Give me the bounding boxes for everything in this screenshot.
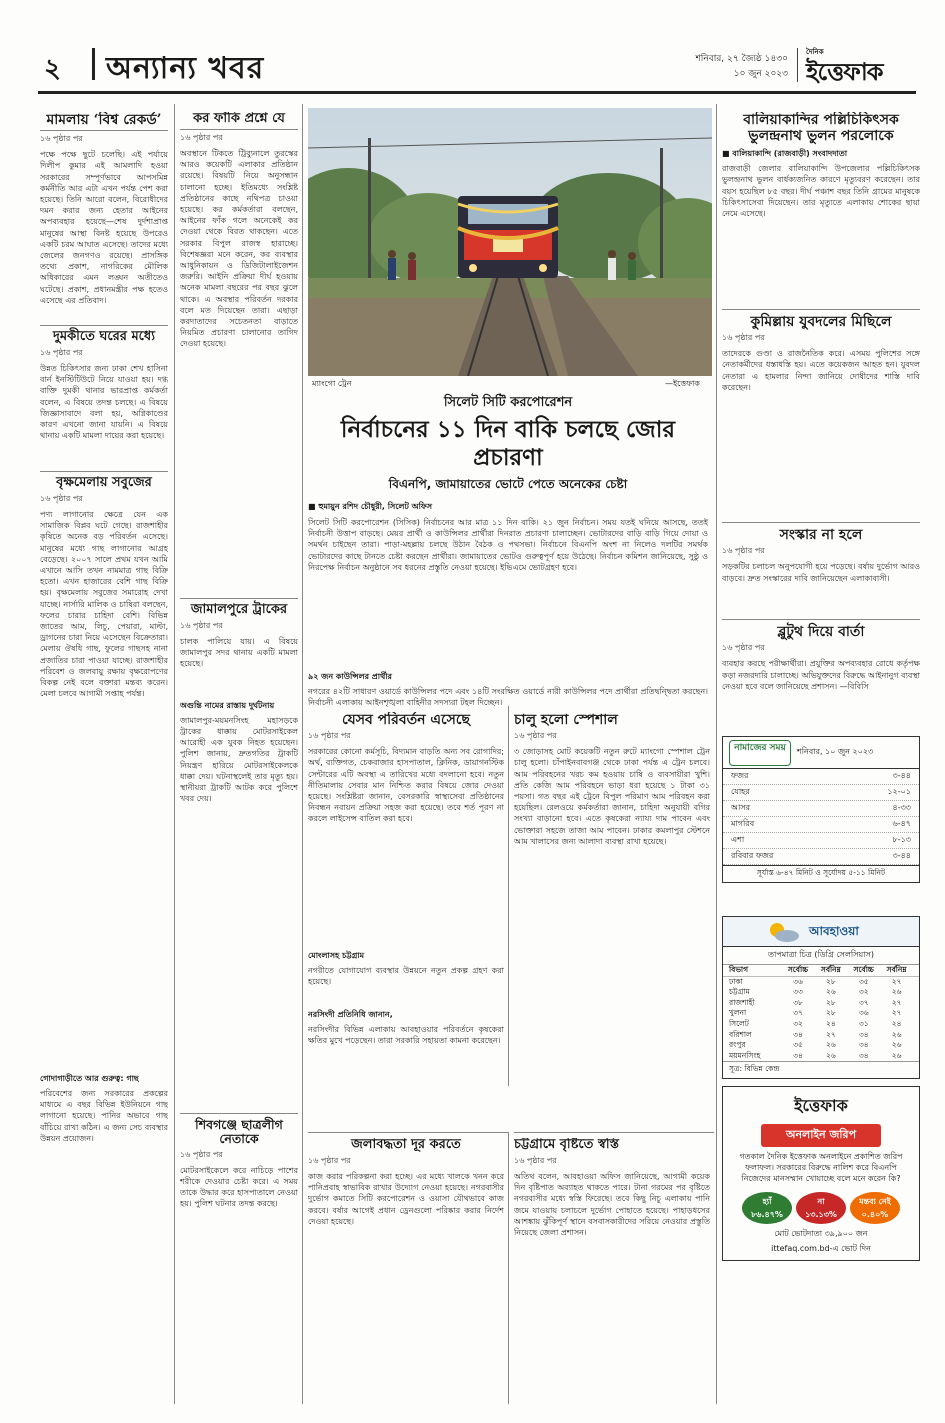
continued-label: ১৬ পৃষ্ঠার পর: [514, 1155, 557, 1165]
weather-cell: ৩৪: [858, 1029, 869, 1039]
rain-story: [514, 1138, 710, 1404]
date-block: [695, 52, 788, 82]
prayer-name: মাগরিব: [731, 819, 755, 828]
continued-label: ১৬ পৃষ্ঠার পর: [308, 1155, 351, 1165]
weather-cell: ৩৪: [793, 1029, 803, 1039]
weather-header-cell: সর্বনিম্ন: [820, 965, 841, 974]
column-rule: [508, 1132, 509, 1404]
date-bangla: শনিবার, ২৭ জ্যৈষ্ঠ ১৪৩০: [695, 54, 788, 64]
weather-cell: ৩৪: [793, 1050, 803, 1060]
section-title: অন্যান্য খবর: [106, 51, 265, 86]
prayer-name: যোহর: [731, 787, 750, 796]
election-byline: ■ হুমায়ুন রশিদ চৌধুরী, সিলেট অফিস: [308, 502, 432, 511]
article-body: সিলেট সিটি করপোরেশন (সিসিক) নির্বাচনের আর মাত্র ১১ দিন বাকি। ২১ জুন নির্বাচন। সময় যতই ঘনিয়ে আসছে, ততই নির্বাচনী উত্তাপ বাড়ছে। মেয়র প্রার্থী ও কাউন্সিলর প্রার্থীরা দিনরাত প্রচারণা চালাচ্ছেন। ভোটারদের বাড়ি বাড়ি গিয়ে দোয়া ও সমর্থন চাইছেন তারা। পাড়া-মহল্লায় চলছে উঠান বৈঠক ও পথসভা। নির্বাচনে বিএনপি অংশ না নিলেও দলটির সমর্থক ভোটারদের কাছে টানতে চেষ্টা করছেন প্রার্থীরা। জামায়াতের ভোটও গুরুত্বপূর্ণ হয়ে উঠেছে। নির্বাচন কমিশন জানিয়েছে, সুষ্ঠু ও নিরপেক্ষ নির্বাচন অনুষ্ঠানে সব ধরনের প্রস্তুতি নেওয়া হয়েছে। ইভিএমে ভোটগ্রহণ হবে।: [308, 518, 708, 572]
masthead: [38, 38, 916, 94]
changes-story: [308, 712, 504, 1132]
weather-title: আবহাওয়া: [809, 924, 859, 938]
poll-site[interactable]: ittefaq.com.bd-এ ভোট দিন: [771, 1244, 871, 1253]
poll-total: মোট ভোটদাতা ৩৯,৯০০ জন: [774, 1229, 868, 1238]
date-separator: [797, 48, 798, 82]
column-rule: [716, 104, 717, 1404]
election-story: [308, 393, 708, 746]
weather-cell: ২৭: [891, 997, 902, 1007]
continued-label: ১৬ পৃষ্ঠার পর: [722, 643, 765, 653]
poll-logo: ইত্তেফাক: [794, 1096, 848, 1115]
weather-cell: খুলনা: [729, 1008, 747, 1018]
weather-cell: ২৭: [891, 976, 902, 986]
column-2: [180, 112, 298, 1404]
poll-option-value: ১৩.১৩%: [805, 1210, 837, 1219]
continued-label: ১৬ পৃষ্ঠার পর: [514, 731, 557, 741]
article-body: অবস্থানে টিকতে ট্রিব্যুনালে তুরস্কের আরও কয়েকটি এলাকার প্রতিষ্ঠান রয়েছে। বিষয়টি নিয়ে অনুসন্ধান চালানো হচ্ছে। ইতিমধ্যে সংশ্লিষ্ট প্রতিষ্ঠানের কাছে নথিপত্র চাওয়া হয়েছে। কর কর্মকর্তারা বলছেন, আইনের ফাঁক গলে অনেকেই কর দেওয়া থেকে বিরত থাকছেন। এতে সরকার বিপুল রাজস্ব হারাচ্ছে। বিশেষজ্ঞরা মনে করেন, কর ব্যবস্থার আধুনিকায়ন ও ডিজিটালাইজেশন জরুরি। আইনি প্রক্রিয়া দীর্ঘ হওয়ায় অনেক মামলা বছরের পর বছর ঝুলে থাকে। এ অবস্থার পরিবর্তন দরকার বলে মত দিয়েছেন তারা। এছাড়া করদাতাদের সচেতনতা বাড়াতে নিয়মিত প্রচারণা চালানোর তাগিদ দেওয়া হয়েছে।: [180, 148, 298, 349]
weather-cell: ৩২: [793, 1018, 803, 1028]
subheading: ৯২ জন কাউন্সিলর প্রার্থীর: [308, 672, 392, 681]
article-body: ৩ জোড়াসহ মোট কয়েকটি নতুন রুটে ম্যাংগো স্পেশাল ট্রেন চালু হলো। চাঁপাইনবাবগঞ্জ থেকে ঢাকা পর্যন্ত এ ট্রেন চলবে। আম পরিবহনের খরচ কম হওয়ায় চাষি ও ব্যবসায়ীরা খুশি। প্রতি কেজি আম পরিবহনে ভাড়া ধরা হয়েছে ১ টাকা ৩১ পয়সা। গত বছর এই ট্রেনে বিপুল পরিমাণ আম পরিবহন করা হয়েছিল। রেলওয়ে কর্মকর্তারা জানান, চাহিদা অনুযায়ী বগির সংখ্যা বাড়ানো হবে। এতে কৃষকেরা ন্যায্য দাম পাবেন এবং ভোক্তারা সহজে তাজা আম পাবেন। ঢাকার কমলাপুর স্টেশনে আম খালাসের জন্য আলাদা ব্যবস্থা রাখা হয়েছে।: [514, 747, 710, 846]
prayer-row: [723, 849, 919, 865]
continued-label: ১৬ পৃষ্ঠার পর: [722, 333, 765, 343]
weather-header-cell: বিভাগ: [729, 965, 748, 974]
prayer-time: ৪-৩৩: [892, 803, 911, 812]
prayer-row: [723, 785, 919, 801]
prayer-time: ৩-৪৪: [892, 771, 911, 780]
poll-option: [796, 1192, 846, 1224]
headline-rain: চট্টগ্রামে বৃষ্টিতে স্বস্তি: [514, 1138, 619, 1152]
column-rule: [302, 104, 303, 1404]
weather-source: সূত্র: বিভিন্ন কেন্দ্র: [723, 1061, 919, 1078]
weather-box: [722, 916, 920, 1079]
weather-cell: সিলেট: [729, 1018, 749, 1028]
article-body: মোটরসাইকেলে করে নাচিড়ে পাশের শরীকে দেওয়ার চেষ্টা করে। এ সময় তাকে উদ্ধার করে হাসপাতালে নেওয়া হয়। পুলিশ ঘটনার তদন্ত করছে।: [180, 1165, 298, 1209]
train-illustration: [308, 108, 712, 376]
photo-credit: —ইত্তেফাক: [665, 379, 700, 388]
prayer-row: [723, 817, 919, 833]
waterlogging-story: [308, 1138, 504, 1404]
headline-record-cases: মামলায় ‘বিশ্ব রেকর্ড’: [40, 112, 168, 131]
prayer-header: [723, 737, 919, 769]
article-body: সরকারের কোনো কর্মসূচি, বিদ্যমান বাড়তি অন্য সব রোগাদির; অর্থ, ব্যক্তিগত, চেকবাজার হাসপাতাল, ক্লিনিক, ডায়াগনস্টিক সেন্টারের এটি অবস্থা এ তারিখের মধ্যে বদলানো হবে। নতুন নীতিমালায় সেবার মান নিশ্চিত করার বিষয়ে জোর দেওয়া হয়েছে। সংশ্লিষ্টরা জানান, বেসরকারি স্বাস্থ্যসেবা প্রতিষ্ঠানের নিবন্ধন নবায়ন প্রক্রিয়া সহজ করা হয়েছে। তবে শর্ত পূরণ না করলে লাইসেন্স বাতিল করা হবে।: [308, 747, 504, 824]
article-body: পক্ষে পক্ষে ছুটে চলেছি। এই পর্যায়ে দিলীপ কুমার এই আমলাদি হওয়া সরকারের সম্পূর্ণভাবে আপসমিন্ন কর্মনীতি আর এটা এখন পর্যন্ত পেশ করা হয়েছে। তিনি আরো বলেন, বিরোধীদের দমন করার জন্য হেতার আইনের অপব্যবহার হয়েছে—শেষ দুর্দশাপ্রাপ্ত মানুষের আস্থা বিনষ্ট হয়েছে উপরেও একটি চরম আঘাত এসেছে। তাদের মধ্যে জেলের জনগণও রয়েছে। প্রাসঙ্গিক তথ্যে প্রকাশ, নাগরিকের মৌলিক অধিকারের এমন লঙ্ঘন অতীতেও ঘটেছে। প্রকাশ, প্রধানমন্ত্রীর পক্ষ হতেও এসেছে এর প্রতিবাদ।: [40, 150, 168, 305]
continued-label: ১৬ পৃষ্ঠার পর: [40, 134, 83, 144]
weather-cell: ৩৪: [858, 1050, 869, 1060]
headline-doctor-obituary: বালিয়াকান্দির পল্লিচিকিৎসক ভুলন্দ্রনাথ ভুলন পরলোকে: [743, 112, 899, 145]
poll-option-label: হ্যাঁ: [762, 1197, 772, 1206]
poll-option-value: ০.৪০%: [861, 1210, 889, 1219]
weather-cell: ২৮: [825, 1008, 836, 1018]
column-4: [722, 112, 920, 730]
prayer-rows: [723, 769, 919, 865]
article-body: ব্যবহার করছে পরীক্ষার্থীরা। প্রযুক্তির অপব্যবহার রোধে কর্তৃপক্ষ কড়া নজরদারি চালাচ্ছে। অভিযুক্তদের বিরুদ্ধে আইনানুগ ব্যবস্থা নেওয়া হবে বলে জানিয়েছে প্রশাসন। —বিবিসি: [722, 659, 920, 691]
weather-cell: রাজশাহী: [729, 997, 755, 1007]
headline-changes: যেসব পরিবর্তন এসেছে: [341, 712, 471, 728]
prayer-times-box: [722, 736, 920, 883]
article-body: নগরীতে যোগাযোগ ব্যবস্থার উন্নয়নে নতুন প্রকল্প গ্রহণ করা হয়েছে।: [308, 966, 504, 987]
weather-header: [723, 917, 919, 947]
column-rule: [174, 104, 175, 1404]
masthead-divider: [92, 48, 95, 80]
article-body: সড়কটির চলাচল অনুপযোগী হয়ে পড়েছে। বর্ষায় দুর্ভোগ আরও বাড়বে। দ্রুত সংস্কারের দাবি জানিয়েছেন এলাকাবাসী।: [722, 562, 920, 583]
continued-label: ১৬ পৃষ্ঠার পর: [722, 546, 765, 556]
election-kicker: সিলেট সিটি করপোরেশন: [443, 395, 573, 410]
headline-tree-fair: বৃক্ষমেলায় সবুজের: [40, 471, 168, 491]
weather-cell: ৩৬: [793, 976, 803, 986]
article-body: উন্নত চিকিৎসার জন্য ঢাকা শেখ হাসিনা বার্ন ইনস্টিটিউটে নিয়ে যাওয়া হয়। দগ্ধ বাক্তি দুমকী থানার ভারপ্রাপ্ত কর্মকর্তা বলেন, এ বিষয়ে তদন্ত চলছে। এ বিষয়ে জিজ্ঞাসাবাদে বলা হয়, অগ্নিকাণ্ডের কারণ এখনো জানা যায়নি। এ বিষয়ে থানায় একটি মামলা দায়ের করা হয়েছে।: [40, 364, 168, 441]
weather-cell: ৩৫: [793, 1040, 803, 1050]
prayer-time: ১২-০১: [887, 787, 911, 796]
headline-bluetooth: ব্লুটুথ দিয়ে বার্তা: [722, 619, 920, 640]
sunrise-sunset: সূর্যাস্ত ৬-৪৭ মিনিট ও সূর্যোদয় ৫-১১ মিনিট: [723, 865, 919, 882]
continued-label: ১৬ পৃষ্ঠার পর: [40, 493, 83, 503]
article-body: পণ্য লাগানোর ক্ষেত্রে যেন এক সামাজিক বিপ্লব ঘটে গেছে। রাজশাহীর কৃষিতে অনেক বড় পরিবর্তন এসেছে। মানুষের মধ্যে গাছ লাগানোর আগ্রহ বেড়েছে। ২০০৭ সালে প্রথম যখন আমি এখানে আসি তখন নামমাত্র গাছ বিক্রি হতো। এখন হাজারের বেশি গাছ বিক্রি হয়। বৃক্ষমেলায় সবুজের সমারোহ দেখা যাচ্ছে। নার্সারি মালিক ও চাষিরা বলছেন, ফলের চারার চাহিদা বেশি। বিভিন্ন জাতের আম, লিচু, পেয়ারা, মাল্টা, ড্রাগনের চারা নিয়ে এসেছেন বিক্রেতারা। মেলায় ঔষধি গাছ, ফুলের গাছসহ নানা প্রজাতির চারা পাওয়া যাচ্ছে। রাজশাহীর পরিবেশ ও জলবায়ু রক্ষায় বৃক্ষরোপণের বিকল্প নেই বলে বক্তারা মন্তব্য করেন। মেলা চলবে আগামী সপ্তাহ পর্যন্ত।: [40, 509, 168, 699]
prayer-badge: নামাজের সময়: [729, 740, 791, 766]
weather-cell: ৩৬: [858, 1008, 869, 1018]
poll-option-value: ৮৬.৪৭%: [751, 1210, 783, 1219]
prayer-row: [723, 769, 919, 785]
weather-cell: ২৬: [825, 987, 836, 997]
weather-row: [723, 1019, 919, 1030]
poll-tag: অনলাইন জরিপ: [761, 1124, 881, 1147]
weather-row: [723, 1008, 919, 1019]
headline-special-train: চালু হলো স্পেশাল: [514, 712, 618, 728]
article-body: চালক পালিয়ে যায়। এ বিষয়ে জামালপুর সদর থানায় একটি মামলা হয়েছে।: [180, 636, 298, 669]
headline-waterlogging: জলাবদ্ধতা দূর করতে: [351, 1138, 461, 1152]
weather-cell: ৩১: [858, 1018, 869, 1028]
headline-shibganj: শিবগঞ্জে ছাত্রলীগ নেতাকে: [180, 1113, 298, 1147]
weather-cell: ২৬: [891, 1050, 902, 1060]
prayer-time: ৩-৪৪: [892, 851, 911, 860]
weather-cell: ৩৪: [858, 1040, 869, 1050]
prayer-name: রবিবার ফজর: [731, 851, 774, 860]
prayer-name: এশা: [731, 835, 745, 844]
weather-cell: ৩৭: [858, 997, 869, 1007]
weather-cell: ২৪: [825, 1018, 836, 1028]
subheading: গোদাগাড়ীতে আর গুরুত্ব: গাছ: [40, 1073, 139, 1083]
mango-train-photo: [308, 108, 712, 376]
continued-label: ১৬ পৃষ্ঠার পর: [180, 1149, 223, 1159]
article-body: পরিবেশের জন্য সরকারের প্রকল্পের মাধ্যমে এ বছর বিভিন্ন ইউনিয়নে গাছ লাগানো হয়েছে। পানির অভাবে গাছ বাঁচিয়ে রাখা কঠিন। এ জন্য সেচ ব্যবস্থার উন্নয়ন প্রয়োজন।: [40, 1088, 168, 1143]
weather-row: [723, 1040, 919, 1051]
prayer-time: ৮-১৩: [892, 835, 911, 844]
election-headline: নির্বাচনের ১১ দিন বাকি চলছে জোর প্রচারণা: [340, 416, 676, 471]
prayer-name: আসর: [731, 803, 751, 812]
headline-comilla-rally: কুমিল্লায় যুবদলের মিছিলে: [722, 309, 920, 330]
online-poll-box: [722, 1086, 920, 1261]
weather-row: [723, 1051, 919, 1062]
weather-cell: ২৬: [891, 1029, 902, 1039]
poll-option-label: মন্তব্য নেই: [859, 1197, 891, 1206]
weather-cell: ৩৭: [793, 1008, 803, 1018]
weather-cell: ৩৫: [858, 976, 869, 986]
weather-cell: ৩২: [858, 987, 869, 997]
weather-cell: ২৭: [825, 1029, 836, 1039]
newspaper-logo: [806, 46, 912, 84]
article-body: নগরের ৪২টি সাধারণ ওয়ার্ডে কাউন্সিলর পদে এবং ১৪টি সংরক্ষিত ওয়ার্ডে নারী কাউন্সিলর পদে প্রার্থীরা প্রতিদ্বন্দ্বিতা করছেন। নির্বাচনী এলাকায় আইনশৃঙ্খলা বাহিনীর সদস্যরা টহল দিচ্ছেন।: [308, 687, 708, 708]
article-body: তাদেরকে গুণ্ডা ও রাজনৈতিক করে। এসময় পুলিশের সঙ্গে নেতাকর্মীদের ধস্তাধস্তি হয়। এতে কয়েকজন আহত হন। যুবদল নেতারা এ হামলার নিন্দা জানিয়ে দোষীদের শাস্তি দাবি করেছেন।: [722, 349, 920, 392]
date-english: ১০ জুন ২০২৩: [733, 69, 788, 79]
poll-option: [850, 1192, 900, 1224]
weather-row: [723, 987, 919, 998]
weather-rows: [723, 977, 919, 1062]
weather-cell: ২৬: [825, 1050, 836, 1060]
continued-label: ১৬ পৃষ্ঠার পর: [40, 348, 83, 358]
weather-header-cell: সর্বনিম্ন: [886, 965, 907, 974]
headline-jamalpur-truck: জামালপুরে ট্রাকের: [180, 598, 298, 618]
headline-road-repair: সংস্কার না হলে: [722, 522, 920, 543]
page-number: ২: [44, 54, 61, 84]
weather-cell: বরিশাল: [729, 1029, 752, 1039]
prayer-name: ফজর: [731, 771, 749, 780]
continued-label: ১৬ পৃষ্ঠার পর: [180, 132, 223, 142]
election-deck: বিএনপি, জামায়াতের ভোটে পেতে অনেকের চেষ্টা: [388, 477, 628, 491]
weather-header-cell: সর্বোচ্চ: [853, 965, 874, 974]
headline-dumki: দুমকীতে ঘরের মধ্যে: [40, 325, 168, 345]
article-body: অতিথ বলেন, আবহাওয়া অফিস জানিয়েছে, আগামী কয়েক দিন বৃষ্টিপাত অব্যাহত থাকতে পারে। টানা গরমের পর বৃষ্টিতে নগরবাসীর মধ্যে স্বস্তি ফিরেছে। তবে কিছু নিচু এলাকায় পানি জমে যাওয়ায় চলাচলে দুর্ভোগ পোহাতে হয়েছে। পাহাড়ধসের আশঙ্কায় ঝুঁকিপূর্ণ স্থানে বসবাসকারীদের সরিয়ে নেওয়ার প্রস্তুতি নিয়েছে জেলা প্রশাসন।: [514, 1171, 710, 1237]
weather-cell: ২৬: [891, 987, 902, 997]
weather-cell: রংপুর: [729, 1040, 746, 1050]
weather-cell: চট্টগ্রাম: [729, 987, 750, 997]
weather-cell: ২৮: [825, 997, 836, 1007]
article-body: নরসিংদীর বিভিন্ন এলাকায় আবহাওয়ার পরিবর্তনে কৃষকেরা ক্ষতির মুখে পড়েছেন। তারা সরকারি সহায়তা কামনা করেছেন।: [308, 1025, 504, 1046]
poll-options: [723, 1192, 919, 1224]
column-1: [40, 112, 168, 1404]
weather-cell: ৩৮: [793, 997, 803, 1007]
article-body: রাজবাড়ী জেলার বালিয়াকান্দি উপজেলার পল্লিচিকিৎসক ভুলন্দ্রনাথ ভুলন বার্ধক্যজনিত কারণে মৃত্যুবরণ করেছেন। তার বয়স হয়েছিল ৮৫ বছর। দীর্ঘ পঞ্চাশ বছর তিনি গ্রামের মানুষকে চিকিৎসাসেবা দিয়েছেন। তার মৃত্যুতে এলাকায় শোকের ছায়া নেমে এসেছে।: [722, 164, 920, 218]
weather-cell: ৩৩: [793, 987, 803, 997]
weather-cell: ময়মনসিংহ: [729, 1050, 761, 1060]
logo-wordmark: ইত্তেফাক: [806, 57, 883, 86]
poll-option-label: না: [817, 1197, 825, 1206]
prayer-row: [723, 833, 919, 849]
subheading: নরসিংদী প্রতিনিধি জানান,: [308, 1010, 393, 1020]
logo-small-text: দৈনিক: [806, 48, 824, 56]
byline: ■ বালিয়াকান্দি (রাজবাড়ী) সংবাদদাতা: [722, 149, 848, 159]
article-body: জামালপুর-ময়মনসিংহ মহাসড়কে ট্রাকের ধাক্কায় মোটরসাইকেল আরোহী এক যুবক নিহত হয়েছেন। পুলিশ জানায়, দ্রুতগতির ট্রাকটি নিয়ন্ত্রণ হারিয়ে মোটরসাইকেলকে ধাক্কা দেয়। ঘটনাস্থলেই তার মৃত্যু হয়। স্থানীয়রা ট্রাকটি আটক করে পুলিশে খবর দেয়।: [180, 715, 298, 804]
weather-row: [723, 1030, 919, 1041]
section-rule: [308, 1132, 508, 1133]
continued-label: ১৬ পৃষ্ঠার পর: [308, 731, 351, 741]
weather-subtitle: তাপমাত্রা চিত্র (ডিগ্রি সেলসিয়াস): [723, 947, 919, 965]
prayer-row: [723, 801, 919, 817]
column-rule: [508, 706, 509, 1086]
weather-cell: ২৬: [891, 1040, 902, 1050]
weather-header-cell: সর্বোচ্চ: [787, 965, 809, 974]
weather-row: [723, 977, 919, 988]
subheading: অগুন্তি নামের রাস্তায় দুর্ঘটনায়: [180, 700, 275, 710]
poll-option: [742, 1192, 792, 1224]
weather-column-headers: [723, 965, 919, 977]
weather-row: [723, 998, 919, 1009]
subheading: মোংলাসহ চট্টগ্রাম: [308, 951, 365, 961]
weather-cell: ২৭: [891, 1008, 902, 1018]
weather-cell: ২৬: [825, 1040, 836, 1050]
prayer-date: শনিবার, ১০ জুন ২০২৩: [797, 747, 874, 756]
article-body: কাজ করার পরিকল্পনা করা হচ্ছে। এর মধ্যে খালকে খনন করে পানিপ্রবাহ স্বাভাবিক রাখার উদ্যোগ নেওয়া হয়েছে। নগরবাসীর দুর্ভোগ কমাতে সিটি করপোরেশন ও ওয়াসা যৌথভাবে কাজ করবে। বর্ষার আগেই প্রধান ড্রেনগুলো পরিষ্কার করার নির্দেশ দেওয়া হয়েছে।: [308, 1171, 504, 1226]
weather-cell: ২৪: [891, 1018, 902, 1028]
cloud-sun-icon: [763, 919, 803, 945]
prayer-time: ৬-৪৭: [892, 819, 911, 828]
photo-caption: ম্যাংগো ট্রেন: [312, 379, 352, 388]
poll-question: গতকাল দৈনিক ইত্তেফাক অনলাইনে প্রকাশিত জরিপ ফলাফল। সরকারের বিরুদ্ধে নালিশ করে বিএনপি নিজেদের মানসম্মান খোয়াচ্ছে বলে মনে করেন কি?: [739, 1152, 903, 1183]
weather-cell: ২৮: [825, 976, 836, 986]
special-train-story: [514, 712, 710, 1132]
section-rule: [514, 1132, 714, 1133]
continued-label: ১৬ পৃষ্ঠার পর: [180, 620, 223, 630]
weather-cell: ঢাকা: [729, 976, 743, 986]
headline-tax-evasion: কর ফাঁকি প্রশ্নে যে: [180, 112, 298, 130]
